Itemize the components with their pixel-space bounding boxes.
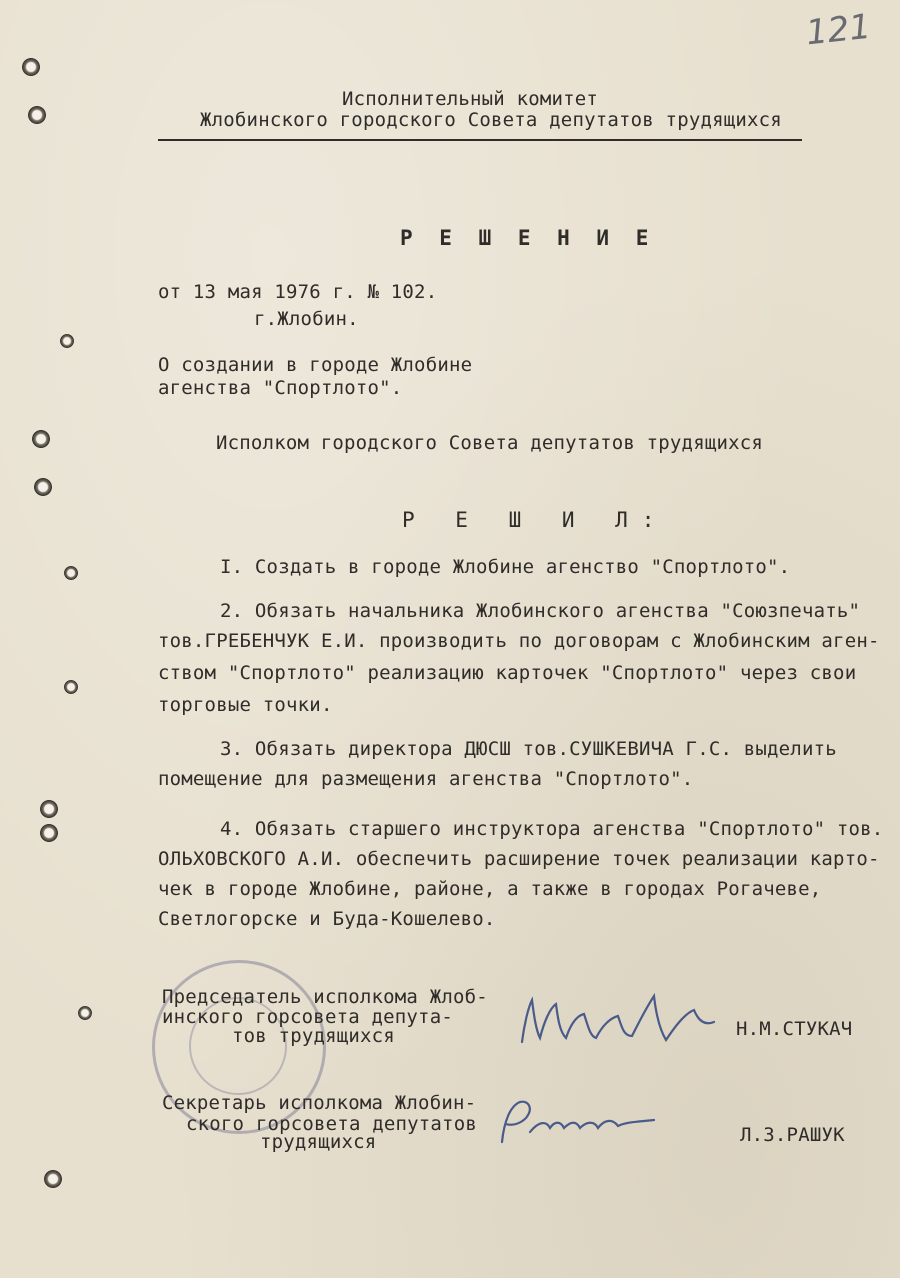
resolved-heading: Р Е Ш И Л: — [402, 508, 669, 532]
chairman-title-line-3: тов трудящихся — [232, 1025, 395, 1047]
item-4-line-1: 4. Обязать старшего инструктора агенства "Спортлото" тов. — [220, 818, 884, 840]
header-line-1: Исполнительный комитет — [342, 88, 599, 110]
binder-hole — [22, 58, 40, 76]
item-2-line-1: 2. Обязать начальника Жлобинского агенства "Союзпечать" — [220, 600, 861, 622]
binder-hole — [60, 334, 74, 348]
item-4-line-3: чек в городе Жлобине, районе, а также в городах Рогачеве, — [158, 878, 822, 900]
binder-hole — [28, 106, 46, 124]
binder-hole — [34, 478, 52, 496]
subject-line-2: агенства "Спортлото". — [158, 377, 403, 399]
header-rule — [158, 139, 802, 141]
subject-line-1: О создании в городе Жлобине — [158, 354, 473, 376]
item-3-line-1: 3. Обязать директора ДЮСШ тов.СУШКЕВИЧА Г.С. выделить — [220, 738, 837, 760]
chairman-name: Н.М.СТУКАЧ — [736, 1018, 853, 1040]
item-2-line-4: торговые точки. — [158, 694, 333, 716]
preamble: Исполком городского Совета депутатов трудящихся — [216, 432, 764, 454]
chairman-signature — [514, 986, 724, 1056]
binder-hole — [64, 566, 78, 580]
chairman-title-line-1: Председатель исполкома Жлоб- — [162, 986, 488, 1008]
archive-number: 121 — [804, 6, 873, 54]
secretary-title-line-3: трудящихся — [260, 1131, 377, 1153]
place: г.Жлобин. — [254, 308, 359, 330]
header-line-2: Жлобинского городского Совета депутатов трудящихся — [200, 109, 782, 131]
secretary-signature — [494, 1092, 664, 1152]
secretary-title-line-2: ского горсовета депутатов — [186, 1113, 477, 1135]
item-1-line-1: I. Создать в городе Жлобине агенство "Спортлото". — [220, 556, 791, 578]
chairman-title-line-2: инского горсовета депута- — [162, 1006, 453, 1028]
binder-hole — [40, 824, 58, 842]
binder-hole — [40, 800, 58, 818]
secretary-name: Л.З.РАШУК — [740, 1124, 845, 1146]
binder-hole — [44, 1170, 62, 1188]
binder-hole — [32, 430, 50, 448]
binder-hole — [78, 1006, 92, 1020]
item-3-line-2: помещение для размещения агенства "Спортлото". — [158, 768, 694, 790]
date-line: от 13 мая 1976 г. № 102. — [158, 281, 438, 303]
item-4-line-2: ОЛЬХОВСКОГО А.И. обеспечить расширение точек реализации карто- — [158, 848, 880, 870]
secretary-title-line-1: Секретарь исполкома Жлобин- — [162, 1092, 477, 1114]
item-2-line-3: ством "Спортлото" реализацию карточек "Спортлото" через свои — [158, 662, 857, 684]
binder-hole — [64, 680, 78, 694]
document-title: Р Е Ш Е Н И Е — [400, 226, 656, 250]
item-4-line-4: Светлогорске и Буда-Кошелево. — [158, 908, 496, 930]
item-2-line-2: тов.ГРЕБЕНЧУК Е.И. производить по договорам с Жлобинским аген- — [158, 630, 880, 652]
